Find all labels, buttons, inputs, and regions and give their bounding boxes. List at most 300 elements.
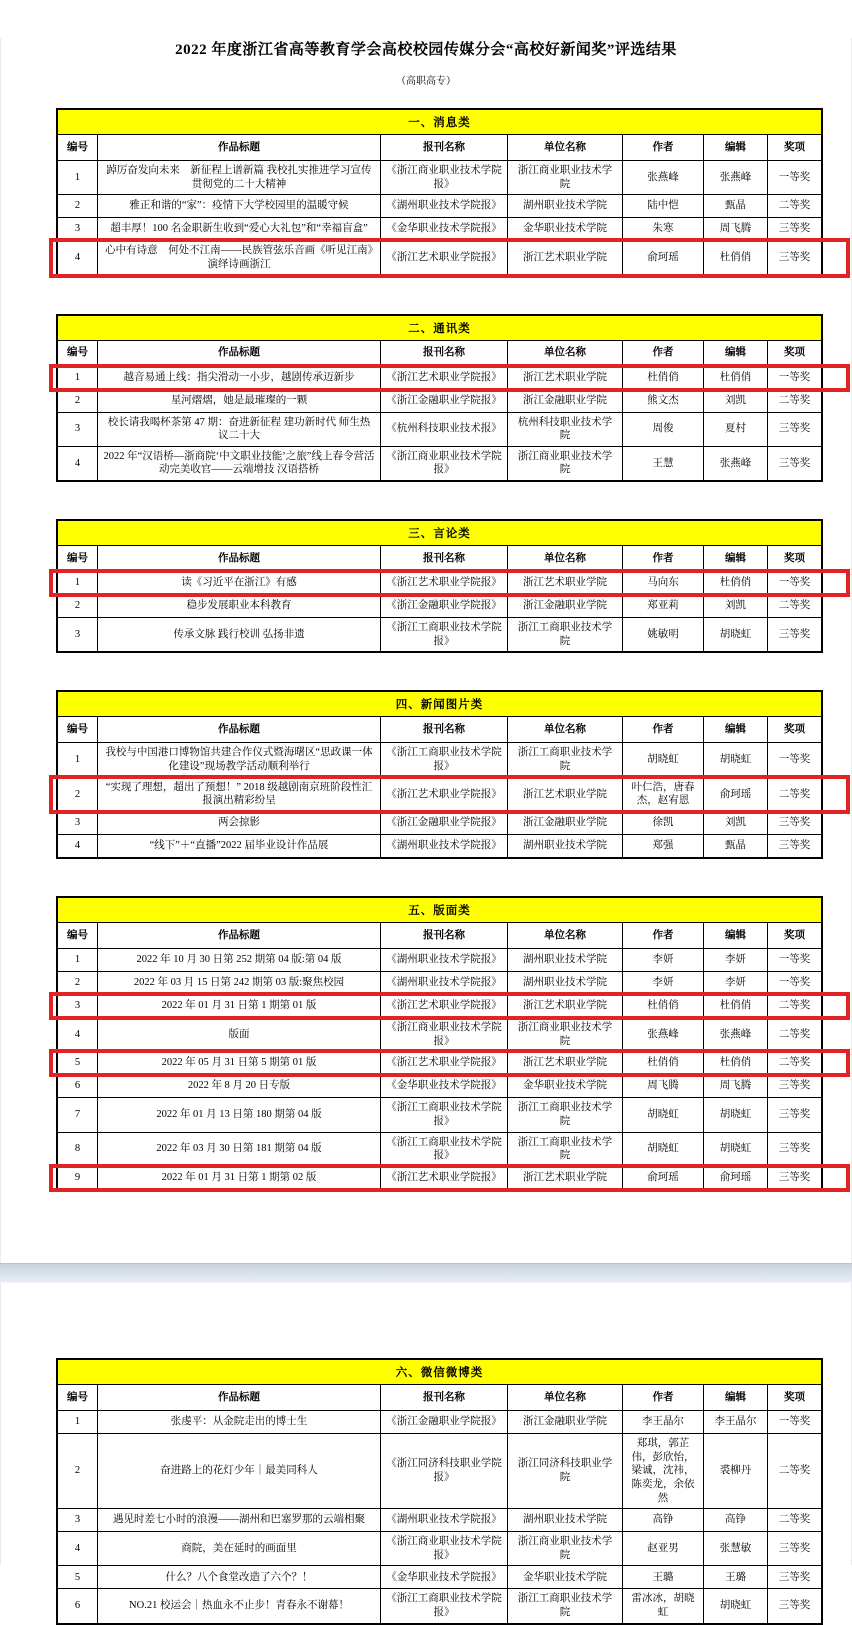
cell-author: 张燕峰: [623, 161, 704, 194]
cell-publication: 《浙江金融职业学院报》: [381, 390, 508, 412]
cell-number: 1: [58, 949, 98, 971]
cell-number: 4: [58, 1018, 98, 1051]
award-table-section-3: [56, 519, 823, 653]
cell-publication: 《浙江工商职业技术学院报》: [381, 1133, 508, 1166]
cell-editor: 张燕峰: [704, 1018, 768, 1051]
cell-publication: 《浙江商业职业技术学院报》: [381, 1532, 508, 1565]
cell-award: 二等奖: [778, 1465, 811, 1477]
cell-unit: 金华职业技术学院: [508, 1566, 623, 1588]
cell-unit: 湖州职业技术学院: [508, 972, 623, 994]
cell-unit: 金华职业技术学院: [508, 1075, 623, 1097]
cell-unit: 湖州职业技术学院: [508, 949, 623, 971]
cell-award: 三等奖: [778, 840, 811, 852]
cell-publication: 《浙江商业职业技术学院报》: [381, 447, 508, 480]
cell-award: 二等奖: [778, 200, 811, 212]
cell-author: 俞珂瑶: [623, 241, 704, 274]
cell-award: 一等奖: [778, 577, 811, 589]
cell-unit: 湖州职业技术学院: [508, 835, 623, 857]
cell-author: 李妍: [623, 972, 704, 994]
table-header-row: [58, 717, 821, 743]
cell-number: 6: [58, 1589, 98, 1622]
cell-title: “线下”＋“直播”2022 届毕业设计作品展: [98, 835, 381, 857]
column-header-column-header-award: 奖项: [784, 1391, 805, 1403]
cell-author: 雷冰冰，胡晓虹: [623, 1589, 704, 1622]
column-header-column-header-no: 编号: [58, 546, 98, 571]
column-header-column-header-publication: 报刊名称: [381, 135, 508, 160]
cell-number: 9: [58, 1167, 98, 1189]
cell-unit: 湖州职业技术学院: [508, 1509, 623, 1531]
cell-unit: 浙江商业职业技术学院: [508, 447, 623, 480]
column-header-column-header-award: 奖项: [784, 347, 805, 359]
table-row: [58, 595, 821, 618]
cell-award: 二等奖: [778, 1028, 811, 1040]
cell-award: 二等奖: [778, 1000, 811, 1012]
cell-publication: 《浙江艺术职业学院报》: [381, 241, 508, 274]
cell-editor: 刘凯: [704, 595, 768, 617]
column-header-column-header-unit: 单位名称: [508, 135, 623, 160]
cell-publication: 《湖州职业技术学院报》: [381, 972, 508, 994]
table-row: [58, 1098, 821, 1132]
cell-publication: 《浙江同济科技职业学院报》: [381, 1434, 508, 1508]
cell-title: 稳步发展职业本科教育: [98, 595, 381, 617]
cell-title: 2022 年 05 月 31 日第 5 期第 01 版: [98, 1052, 381, 1074]
cell-author: 杜俏俏: [623, 367, 704, 389]
category-header: 五、版面类: [58, 898, 821, 923]
cell-number: 3: [58, 812, 98, 834]
cell-unit: 浙江艺术职业学院: [508, 572, 623, 594]
cell-number: 2: [58, 1434, 98, 1508]
page-title: 2022 年度浙江省高等教育学会高校校园传媒分会“高校好新闻奖”评选结果: [175, 42, 677, 58]
cell-publication: 《湖州职业技术学院报》: [381, 1509, 508, 1531]
table-row: [58, 812, 821, 835]
cell-title: 2022 年 03 月 30 日第 181 期第 04 版: [98, 1133, 381, 1166]
cell-award: 三等奖: [778, 817, 811, 829]
column-header-column-header-author: 作者: [623, 546, 704, 571]
cell-author: 王璐: [623, 1566, 704, 1588]
column-header-column-header-editor: 编辑: [704, 546, 768, 571]
cell-unit: 浙江商业职业技术学院: [508, 1018, 623, 1051]
cell-title: 2022 年 01 月 13 日第 180 期第 04 版: [98, 1098, 381, 1131]
cell-author: 郑亚莉: [623, 595, 704, 617]
cell-title: 遇见时差七小时的浪漫——湖州和巴塞罗那的云端相聚: [98, 1509, 381, 1531]
category-header: 六、微信微博类: [58, 1360, 821, 1385]
table-row: [58, 161, 821, 195]
cell-number: 3: [58, 413, 98, 446]
column-header-column-header-unit: 单位名称: [508, 1385, 623, 1410]
cell-award: 三等奖: [778, 457, 811, 469]
cell-unit: 杭州科技职业技术学院: [508, 413, 623, 446]
category-header: 一、消息类: [58, 110, 821, 135]
table-header-row: [58, 341, 821, 367]
cell-unit: 浙江艺术职业学院: [508, 778, 623, 811]
cell-unit: 浙江商业职业技术学院: [508, 1532, 623, 1565]
cell-editor: 甄晶: [704, 195, 768, 217]
cell-title: 2022 年 10 月 30 日第 252 期第 04 版:第 04 版: [98, 949, 381, 971]
cell-award: 一等奖: [778, 1416, 811, 1428]
cell-title: 2022 年 01 月 31 日第 1 期第 01 版: [98, 995, 381, 1017]
table-row: [58, 618, 821, 651]
cell-title: 什么？八个食堂改造了六个？！: [98, 1566, 381, 1588]
cell-publication: 《浙江工商职业技术学院报》: [381, 618, 508, 651]
cell-editor: 胡晓虹: [704, 743, 768, 776]
cell-number: 8: [58, 1133, 98, 1166]
table-row: [58, 972, 821, 995]
document-viewer: [0, 38, 852, 1619]
column-header-column-header-author: 作者: [623, 923, 704, 948]
cell-award: 二等奖: [778, 394, 811, 406]
column-header-column-header-editor: 编辑: [704, 135, 768, 160]
column-header-column-header-award: 奖项: [784, 929, 805, 941]
column-header-column-header-title: 作品标题: [98, 341, 381, 366]
column-header-column-header-no: 编号: [58, 341, 98, 366]
cell-award: 三等奖: [778, 252, 811, 264]
column-header-column-header-editor: 编辑: [704, 1385, 768, 1410]
cell-author: 李妍: [623, 949, 704, 971]
table-row: [58, 413, 821, 447]
column-header-column-header-award: 奖项: [784, 552, 805, 564]
tables-page-2: [1, 1283, 851, 1625]
category-header: 三、言论类: [58, 521, 821, 546]
cell-publication: 《浙江艺术职业学院报》: [381, 995, 508, 1017]
table-row: [58, 390, 821, 413]
cell-publication: 《浙江工商职业技术学院报》: [381, 1098, 508, 1131]
cell-editor: 裘柳丹: [704, 1434, 768, 1508]
cell-number: 1: [58, 367, 98, 389]
cell-author: 赵亚男: [623, 1532, 704, 1565]
table-row: [58, 1509, 821, 1532]
table-row-highlighted: [58, 778, 821, 812]
column-header-column-header-unit: 单位名称: [508, 717, 623, 742]
cell-publication: 《浙江艺术职业学院报》: [381, 778, 508, 811]
cell-editor: 胡晓虹: [704, 1133, 768, 1166]
cell-publication: 《金华职业技术学院报》: [381, 218, 508, 240]
cell-title: “实现了理想，超出了预想！” 2018 级越剧南京班阶段性汇报演出精彩纷呈: [98, 778, 381, 811]
cell-title: 心中有诗意 何处不江南——民族管弦乐音画《听见江南》演绎诗画浙江: [98, 241, 381, 274]
cell-title: 校长请我喝杯茶第 47 期：奋进新征程 建功新时代 师生热议二十大: [98, 413, 381, 446]
cell-award: 三等奖: [778, 1171, 811, 1183]
award-table-section-6: [56, 1358, 823, 1625]
cell-unit: 浙江工商职业技术学院: [508, 1098, 623, 1131]
cell-publication: 《杭州科技职业技术报》: [381, 413, 508, 446]
cell-number: 2: [58, 595, 98, 617]
cell-title: 踔厉奋发向未来 新征程上谱新篇 我校扎实推进学习宣传贯彻党的二十大精神: [98, 161, 381, 194]
cell-number: 4: [58, 447, 98, 480]
table-row-highlighted: [58, 367, 821, 390]
cell-unit: 湖州职业技术学院: [508, 195, 623, 217]
cell-unit: 浙江工商职业技术学院: [508, 618, 623, 651]
cell-title: 雅正和谐的“家”：疫情下大学校园里的温暖守候: [98, 195, 381, 217]
table-header-row: [58, 135, 821, 161]
cell-title: 2022 年“汉语桥—浙商院‘中文职业技能’之旅”线上春令营活动完美收官——云端增技 汉语搭桥: [98, 447, 381, 480]
column-header-column-header-author: 作者: [623, 341, 704, 366]
cell-unit: 浙江工商职业技术学院: [508, 1589, 623, 1622]
table-row: [58, 447, 821, 480]
cell-number: 1: [58, 1411, 98, 1433]
cell-author: 高铮: [623, 1509, 704, 1531]
cell-publication: 《浙江艺术职业学院报》: [381, 572, 508, 594]
cell-award: 三等奖: [778, 1600, 811, 1612]
cell-award: 一等奖: [778, 754, 811, 766]
column-header-column-header-award: 奖项: [784, 141, 805, 153]
cell-author: 王慧: [623, 447, 704, 480]
cell-unit: 浙江同济科技职业学院: [508, 1434, 623, 1508]
cell-award: 三等奖: [778, 1109, 811, 1121]
column-header-column-header-title: 作品标题: [98, 1385, 381, 1410]
cell-author: 周俊: [623, 413, 704, 446]
column-header-column-header-editor: 编辑: [704, 717, 768, 742]
cell-title: 越音易通上线：指尖滑动一小步，越剧传承迈新步: [98, 367, 381, 389]
cell-number: 3: [58, 618, 98, 651]
cell-author: 张燕峰: [623, 1018, 704, 1051]
table-row: [58, 1532, 821, 1566]
cell-publication: 《浙江艺术职业学院报》: [381, 367, 508, 389]
award-table-section-4: [56, 690, 823, 859]
cell-number: 1: [58, 743, 98, 776]
cell-award: 三等奖: [778, 1080, 811, 1092]
table-row-highlighted: [58, 995, 821, 1018]
column-header-column-header-publication: 报刊名称: [381, 546, 508, 571]
table-header-row: [58, 546, 821, 572]
cell-editor: 夏村: [704, 413, 768, 446]
cell-title: 2022 年 01 月 31 日第 1 期第 02 版: [98, 1167, 381, 1189]
table-row: [58, 1589, 821, 1622]
cell-unit: 金华职业技术学院: [508, 218, 623, 240]
table-header-row: [58, 1385, 821, 1411]
document-page-2: [0, 1283, 852, 1619]
cell-editor: 杜俏俏: [704, 1052, 768, 1074]
cell-unit: 浙江金融职业学院: [508, 595, 623, 617]
cell-publication: 《浙江商业职业技术学院报》: [381, 1018, 508, 1051]
cell-award: 三等奖: [778, 1571, 811, 1583]
cell-title: 传承文脉 践行校训 弘扬非遗: [98, 618, 381, 651]
column-header-column-header-no: 编号: [58, 135, 98, 160]
table-row-highlighted: [58, 1052, 821, 1075]
column-header-column-header-no: 编号: [58, 1385, 98, 1410]
cell-editor: 高铮: [704, 1509, 768, 1531]
cell-title: 商院，美在延时的画面里: [98, 1532, 381, 1565]
cell-number: 4: [58, 835, 98, 857]
column-header-column-header-unit: 单位名称: [508, 546, 623, 571]
cell-author: 马向东: [623, 572, 704, 594]
table-row: [58, 1434, 821, 1509]
column-header-column-header-author: 作者: [623, 717, 704, 742]
table-row: [58, 835, 821, 857]
award-table-section-1: [56, 108, 823, 277]
cell-award: 三等奖: [778, 423, 811, 435]
cell-title: 奋进路上的花灯少年｜最美同科人: [98, 1434, 381, 1508]
cell-award: 二等奖: [778, 1514, 811, 1526]
column-header-column-header-author: 作者: [623, 135, 704, 160]
column-header-column-header-publication: 报刊名称: [381, 717, 508, 742]
cell-unit: 浙江金融职业学院: [508, 1411, 623, 1433]
cell-unit: 浙江商业职业技术学院: [508, 161, 623, 194]
column-header-column-header-title: 作品标题: [98, 717, 381, 742]
column-header-column-header-award: 奖项: [784, 724, 805, 736]
cell-publication: 《浙江艺术职业学院报》: [381, 1052, 508, 1074]
cell-unit: 浙江金融职业学院: [508, 390, 623, 412]
cell-editor: 胡晓虹: [704, 1589, 768, 1622]
table-row-highlighted: [58, 1167, 821, 1189]
cell-author: 徐凯: [623, 812, 704, 834]
cell-award: 三等奖: [778, 1543, 811, 1555]
table-row: [58, 743, 821, 777]
column-header-column-header-publication: 报刊名称: [381, 1385, 508, 1410]
cell-title: 版面: [98, 1018, 381, 1051]
column-header-column-header-title: 作品标题: [98, 923, 381, 948]
cell-number: 3: [58, 218, 98, 240]
cell-number: 1: [58, 161, 98, 194]
column-header-column-header-no: 编号: [58, 717, 98, 742]
cell-number: 2: [58, 778, 98, 811]
cell-unit: 浙江工商职业技术学院: [508, 1133, 623, 1166]
cell-publication: 《浙江金融职业学院报》: [381, 1411, 508, 1433]
cell-award: 二等奖: [778, 1057, 811, 1069]
cell-award: 二等奖: [778, 788, 811, 800]
category-header: 四、新闻图片类: [58, 692, 821, 717]
cell-title: 读《习近平在浙江》有感: [98, 572, 381, 594]
cell-editor: 周飞腾: [704, 1075, 768, 1097]
cell-award: 三等奖: [778, 1143, 811, 1155]
cell-title: 星河熠熠，她是最璀璨的一颗: [98, 390, 381, 412]
cell-number: 5: [58, 1052, 98, 1074]
cell-author: 姚敏明: [623, 618, 704, 651]
cell-award: 一等奖: [778, 954, 811, 966]
page-separator: [0, 1263, 852, 1283]
cell-number: 3: [58, 1509, 98, 1531]
cell-author: 郑强: [623, 835, 704, 857]
cell-editor: 李妍: [704, 972, 768, 994]
cell-award: 一等奖: [778, 977, 811, 989]
cell-number: 3: [58, 995, 98, 1017]
cell-editor: 刘凯: [704, 390, 768, 412]
column-header-column-header-author: 作者: [623, 1385, 704, 1410]
award-table-section-5: [56, 896, 823, 1191]
column-header-column-header-title: 作品标题: [98, 546, 381, 571]
column-header-column-header-publication: 报刊名称: [381, 341, 508, 366]
cell-author: 郑琪，郭芷伟，彭欣怡，梁诚，沈祎，陈奕龙，余依然: [623, 1434, 704, 1508]
cell-editor: 张燕峰: [704, 161, 768, 194]
cell-author: 俞珂瑶: [623, 1167, 704, 1189]
table-row-highlighted: [58, 241, 821, 274]
cell-publication: 《浙江工商职业技术学院报》: [381, 743, 508, 776]
cell-number: 2: [58, 972, 98, 994]
cell-editor: 王璐: [704, 1566, 768, 1588]
tables-page-1: [1, 87, 851, 1191]
cell-number: 5: [58, 1566, 98, 1588]
cell-unit: 浙江艺术职业学院: [508, 995, 623, 1017]
cell-editor: 周飞腾: [704, 218, 768, 240]
cell-editor: 俞珂瑶: [704, 778, 768, 811]
cell-publication: 《浙江商业职业技术学院报》: [381, 161, 508, 194]
cell-award: 一等奖: [778, 171, 811, 183]
cell-unit: 浙江工商职业技术学院: [508, 743, 623, 776]
cell-editor: 胡晓虹: [704, 1098, 768, 1131]
cell-editor: 杜俏俏: [704, 241, 768, 274]
cell-author: 杜俏俏: [623, 995, 704, 1017]
cell-title: 两会掠影: [98, 812, 381, 834]
cell-author: 杜俏俏: [623, 1052, 704, 1074]
table-row: [58, 1566, 821, 1589]
column-header-column-header-title: 作品标题: [98, 135, 381, 160]
table-header-row: [58, 923, 821, 949]
cell-number: 4: [58, 1532, 98, 1565]
document-page-1: [0, 38, 852, 1263]
cell-author: 朱寒: [623, 218, 704, 240]
page-subtitle: （高职高专）: [396, 76, 456, 87]
cell-editor: 张燕峰: [704, 447, 768, 480]
cell-editor: 甄晶: [704, 835, 768, 857]
table-row: [58, 195, 821, 218]
column-header-column-header-publication: 报刊名称: [381, 923, 508, 948]
cell-publication: 《湖州职业技术学院报》: [381, 195, 508, 217]
cell-publication: 《浙江工商职业技术学院报》: [381, 1589, 508, 1622]
cell-title: 2022 年 8 月 20 日专版: [98, 1075, 381, 1097]
cell-number: 2: [58, 195, 98, 217]
cell-author: 陆中恺: [623, 195, 704, 217]
cell-author: 熊文杰: [623, 390, 704, 412]
cell-number: 2: [58, 390, 98, 412]
cell-editor: 杜俏俏: [704, 572, 768, 594]
cell-unit: 浙江艺术职业学院: [508, 1167, 623, 1189]
category-header: 二、通讯类: [58, 316, 821, 341]
cell-editor: 刘凯: [704, 812, 768, 834]
cell-author: 胡晓虹: [623, 1133, 704, 1166]
cell-editor: 杜俏俏: [704, 367, 768, 389]
cell-editor: 胡晓虹: [704, 618, 768, 651]
cell-award: 三等奖: [778, 223, 811, 235]
cell-unit: 浙江艺术职业学院: [508, 1052, 623, 1074]
table-row-highlighted: [58, 572, 821, 595]
cell-title: 我校与中国港口博物馆共建合作仪式暨海曙区“思政课一体化建设”现场教学活动顺利举行: [98, 743, 381, 776]
cell-number: 6: [58, 1075, 98, 1097]
cell-editor: 张慧敏: [704, 1532, 768, 1565]
column-header-column-header-unit: 单位名称: [508, 341, 623, 366]
table-row: [58, 1075, 821, 1098]
table-row: [58, 218, 821, 241]
cell-award: 三等奖: [778, 628, 811, 640]
column-header-column-header-editor: 编辑: [704, 341, 768, 366]
cell-number: 1: [58, 572, 98, 594]
cell-unit: 浙江金融职业学院: [508, 812, 623, 834]
cell-publication: 《湖州职业技术学院报》: [381, 949, 508, 971]
cell-title: 张虔平：从金院走出的博士生: [98, 1411, 381, 1433]
cell-editor: 李妍: [704, 949, 768, 971]
cell-title: NO.21 校运会｜热血永不止步！青春永不谢幕！: [98, 1589, 381, 1622]
cell-editor: 李王晶尔: [704, 1411, 768, 1433]
cell-award: 一等奖: [778, 371, 811, 383]
award-table-section-2: [56, 314, 823, 483]
cell-number: 7: [58, 1098, 98, 1131]
cell-author: 叶仁浩，唐春杰，赵宥恩: [623, 778, 704, 811]
cell-publication: 《金华职业技术学院报》: [381, 1566, 508, 1588]
table-row: [58, 1018, 821, 1052]
cell-title: 2022 年 03 月 15 日第 242 期第 03 版:聚焦校园: [98, 972, 381, 994]
cell-editor: 杜俏俏: [704, 995, 768, 1017]
column-header-column-header-unit: 单位名称: [508, 923, 623, 948]
cell-author: 胡晓虹: [623, 1098, 704, 1131]
cell-editor: 俞珂瑶: [704, 1167, 768, 1189]
table-row: [58, 949, 821, 972]
cell-unit: 浙江艺术职业学院: [508, 367, 623, 389]
cell-author: 周飞腾: [623, 1075, 704, 1097]
cell-title: 超丰厚！100 名金职新生收到“爱心大礼包”和“幸福盲盒”: [98, 218, 381, 240]
cell-publication: 《湖州职业技术学院报》: [381, 835, 508, 857]
cell-publication: 《浙江金融职业学院报》: [381, 812, 508, 834]
cell-unit: 浙江艺术职业学院: [508, 241, 623, 274]
cell-publication: 《金华职业技术学院报》: [381, 1075, 508, 1097]
cell-author: 胡晓虹: [623, 743, 704, 776]
cell-number: 4: [58, 241, 98, 274]
